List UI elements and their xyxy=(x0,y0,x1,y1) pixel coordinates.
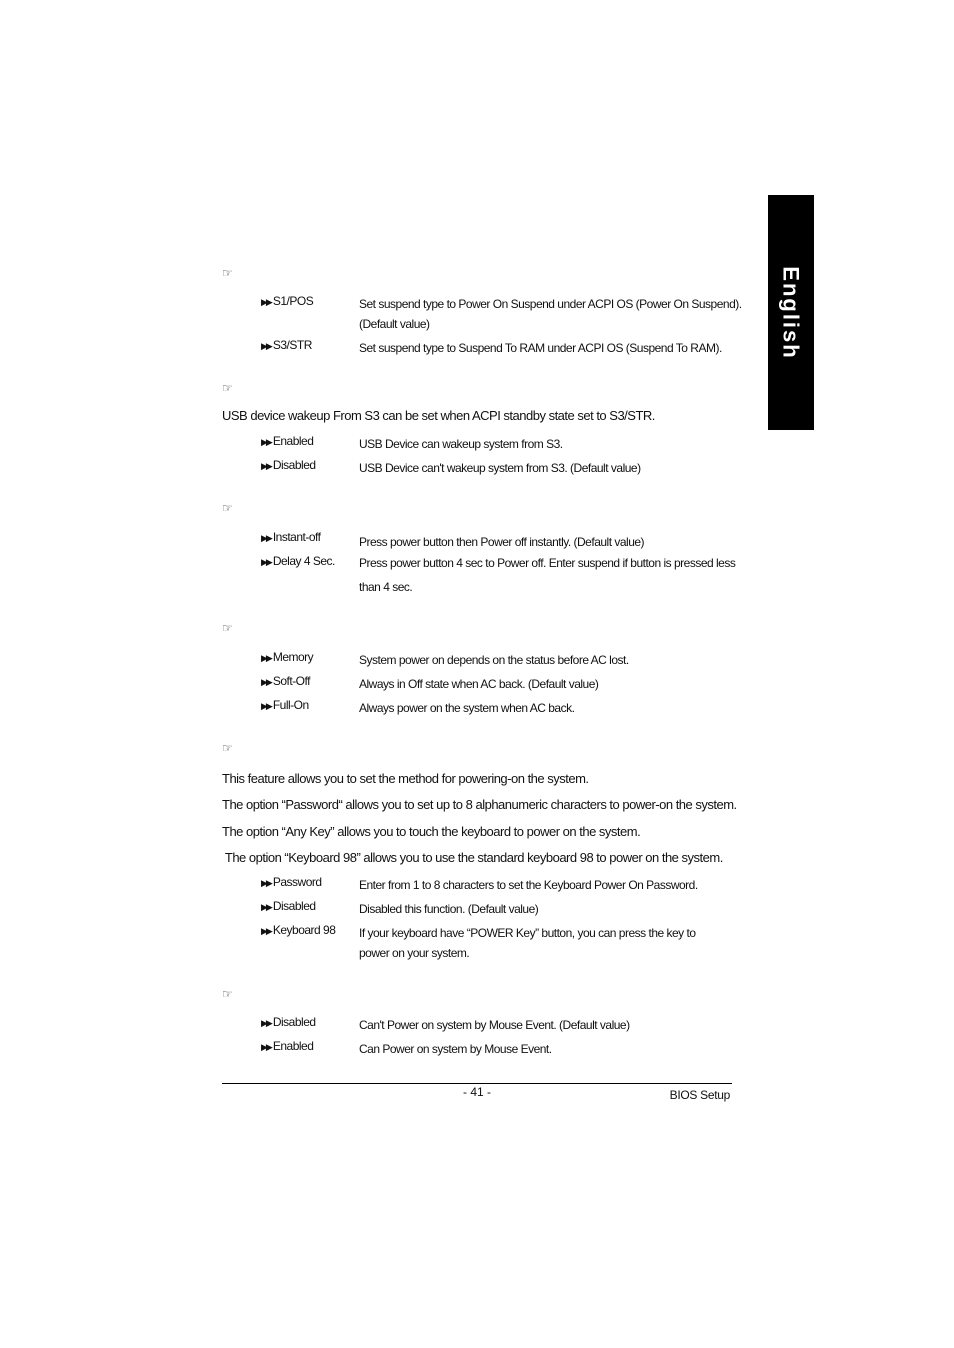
option-label: ▶▶ S3/STR xyxy=(261,338,312,352)
option-label: ▶▶ Password xyxy=(261,875,322,889)
page-number: - 41 - xyxy=(462,1085,491,1099)
hand-pointer-icon: ☞ xyxy=(222,741,233,755)
footer-section-title: BIOS Setup xyxy=(669,1088,730,1102)
hand-pointer-icon: ☞ xyxy=(222,381,233,395)
option-description: Set suspend type to Suspend To RAM under ACPI OS (Suspend To RAM). xyxy=(359,341,722,355)
option-description: Can't Power on system by Mouse Event. (Default value) xyxy=(359,1018,630,1032)
option-description: System power on depends on the status before AC lost. xyxy=(359,653,629,667)
section-paragraph: The option “Keyboard 98” allows you to use the standard keyboard 98 to power on the system. xyxy=(222,850,723,865)
footer-rule xyxy=(222,1083,732,1084)
option-label: ▶▶ Keyboard 98 xyxy=(261,923,336,937)
option-label: ▶▶ Disabled xyxy=(261,1015,316,1029)
option-label: ▶▶ Full-On xyxy=(261,698,309,712)
section-paragraph: The option “Any Key” allows you to touch the keyboard to power on the system. xyxy=(222,824,641,839)
hand-pointer-icon: ☞ xyxy=(222,266,233,280)
option-description: If your keyboard have “POWER Key” button, you can press the key to power on your system. xyxy=(359,926,696,960)
option-label: ▶▶ Disabled xyxy=(261,458,316,472)
section-paragraph: This feature allows you to set the method for powering-on the system. xyxy=(222,771,589,786)
section-paragraph: The option “Password“ allows you to set up to 8 alphanumeric characters to power-on the system. xyxy=(222,797,737,812)
option-label: ▶▶ Soft-Off xyxy=(261,674,310,688)
option-description: Press power button 4 sec to Power off. Enter suspend if button is pressed less than 4 sec. xyxy=(359,556,736,594)
hand-pointer-icon: ☞ xyxy=(222,501,233,515)
option-description: USB Device can wakeup system from S3. xyxy=(359,437,563,451)
option-description: Press power button then Power off instantly. (Default value) xyxy=(359,535,645,549)
option-label: ▶▶ S1/POS xyxy=(261,294,314,308)
hand-pointer-icon: ☞ xyxy=(222,621,233,635)
option-label: ▶▶ Delay 4 Sec. xyxy=(261,554,335,568)
option-label: ▶▶ Enabled xyxy=(261,434,314,448)
option-description: Always power on the system when AC back. xyxy=(359,701,575,715)
option-label: ▶▶ Enabled xyxy=(261,1039,314,1053)
side-tab-label: English xyxy=(779,265,805,360)
option-label: ▶▶ Disabled xyxy=(261,899,316,913)
section-paragraph: USB device wakeup From S3 can be set when ACPI standby state set to S3/STR. xyxy=(222,408,655,423)
option-description: Enter from 1 to 8 characters to set the Keyboard Power On Password. xyxy=(359,878,698,892)
option-label: ▶▶ Memory xyxy=(261,650,314,664)
option-label: ▶▶ Instant-off xyxy=(261,530,321,544)
hand-pointer-icon: ☞ xyxy=(222,987,233,1001)
side-language-tab xyxy=(768,195,814,430)
option-description: Always in Off state when AC back. (Default value) xyxy=(359,677,599,691)
option-description: Disabled this function. (Default value) xyxy=(359,902,539,916)
option-description: Can Power on system by Mouse Event. xyxy=(359,1042,552,1056)
option-description: Set suspend type to Power On Suspend under ACPI OS (Power On Suspend). (Default value) xyxy=(359,297,742,331)
option-description: USB Device can't wakeup system from S3. (Default value) xyxy=(359,461,641,475)
